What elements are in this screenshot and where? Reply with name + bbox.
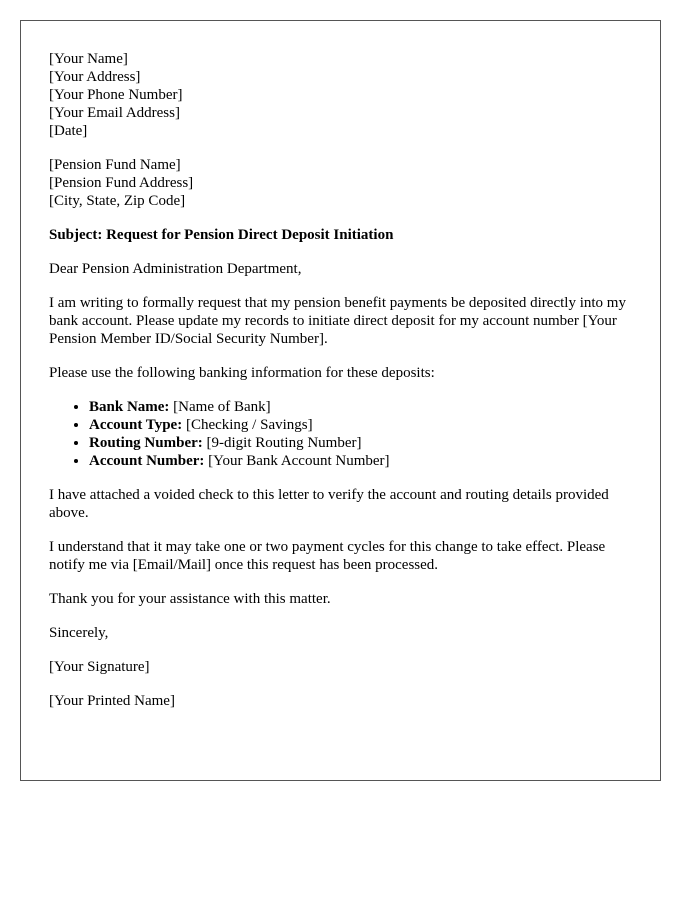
sender-phone: [Your Phone Number] bbox=[49, 87, 183, 103]
banking-item-account-number bbox=[89, 452, 632, 470]
banking-label: Account Number: bbox=[89, 453, 205, 469]
salutation: Dear Pension Administration Department, bbox=[49, 261, 302, 277]
signature: [Your Signature] bbox=[49, 659, 150, 675]
banking-value: [Name of Bank] bbox=[173, 399, 271, 415]
letter-page bbox=[20, 20, 661, 781]
banking-value: [9-digit Routing Number] bbox=[206, 435, 362, 451]
sender-block bbox=[49, 50, 632, 140]
thanks-paragraph: Thank you for your assistance with this matter. bbox=[49, 591, 331, 607]
banking-label: Routing Number: bbox=[89, 435, 203, 451]
intro-paragraph: I am writing to formally request that my pension benefit payments be deposited directly into my bank account. Please update my records to initiate direct deposit for my account number [Your Pension Member ID/Social Security Number]. bbox=[49, 295, 626, 347]
banking-value: [Checking / Savings] bbox=[185, 417, 313, 433]
printed-name: [Your Printed Name] bbox=[49, 693, 175, 709]
banking-value: [Your Bank Account Number] bbox=[208, 453, 390, 469]
recipient-fund-name: [Pension Fund Name] bbox=[49, 157, 181, 173]
attachment-paragraph: I have attached a voided check to this letter to verify the account and routing details provided above. bbox=[49, 487, 609, 521]
banking-item-bank-name bbox=[89, 398, 632, 416]
sender-address: [Your Address] bbox=[49, 69, 141, 85]
banking-label: Account Type: bbox=[89, 417, 183, 433]
banking-label: Bank Name: bbox=[89, 399, 170, 415]
banking-details-list bbox=[49, 398, 632, 470]
closing: Sincerely, bbox=[49, 625, 109, 641]
banking-item-routing-number bbox=[89, 434, 632, 452]
sender-email: [Your Email Address] bbox=[49, 105, 180, 121]
sender-name: [Your Name] bbox=[49, 51, 128, 67]
banking-intro-paragraph: Please use the following banking information for these deposits: bbox=[49, 365, 435, 381]
banking-item-account-type bbox=[89, 416, 632, 434]
letter-date: [Date] bbox=[49, 123, 88, 139]
recipient-city-state-zip: [City, State, Zip Code] bbox=[49, 193, 186, 209]
recipient-fund-address: [Pension Fund Address] bbox=[49, 175, 194, 191]
timing-paragraph: I understand that it may take one or two payment cycles for this change to take effect. Please notify me via [Email/Mail] once this request has been processed. bbox=[49, 539, 606, 573]
subject-line: Subject: Request for Pension Direct Deposit Initiation bbox=[49, 227, 394, 243]
recipient-block bbox=[49, 156, 632, 210]
